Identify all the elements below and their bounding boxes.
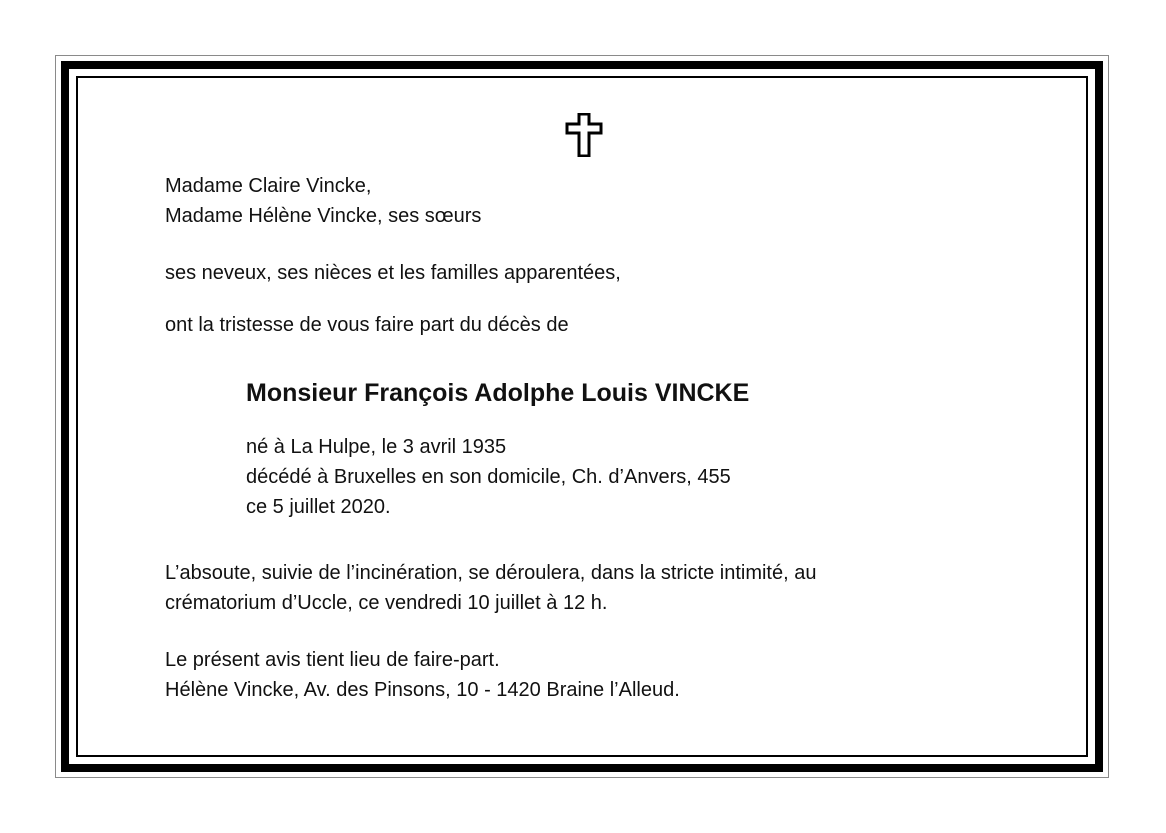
latin-cross-icon [564, 113, 604, 157]
closing-line: Hélène Vincke, Av. des Pinsons, 10 - 1420 Braine l’Alleud. [165, 679, 680, 701]
detail-line: décédé à Bruxelles en son domicile, Ch. d’Anvers, 455 [246, 466, 731, 488]
ceremony-line: crématorium d’Uccle, ce vendredi 10 juillet à 12 h. [165, 592, 608, 614]
deceased-name: Monsieur François Adolphe Louis VINCKE [246, 379, 750, 407]
deceased-details [246, 432, 731, 522]
closing-block [165, 645, 680, 705]
announcer-line: Madame Hélène Vincke, ses sœurs [165, 205, 482, 227]
detail-line: ce 5 juillet 2020. [246, 496, 391, 518]
announcer-line: Madame Claire Vincke, [165, 175, 372, 197]
detail-line: né à La Hulpe, le 3 avril 1935 [246, 436, 507, 458]
relatives-line: ses neveux, ses nièces et les familles apparentées, [165, 262, 621, 284]
announcement-line: ont la tristesse de vous faire part du décès de [165, 314, 569, 336]
ceremony-line: L’absoute, suivie de l’incinération, se déroulera, dans la stricte intimité, au [165, 562, 817, 584]
closing-line: Le présent avis tient lieu de faire-part. [165, 649, 500, 671]
announcers-block [165, 171, 481, 231]
ceremony-block [165, 558, 816, 618]
